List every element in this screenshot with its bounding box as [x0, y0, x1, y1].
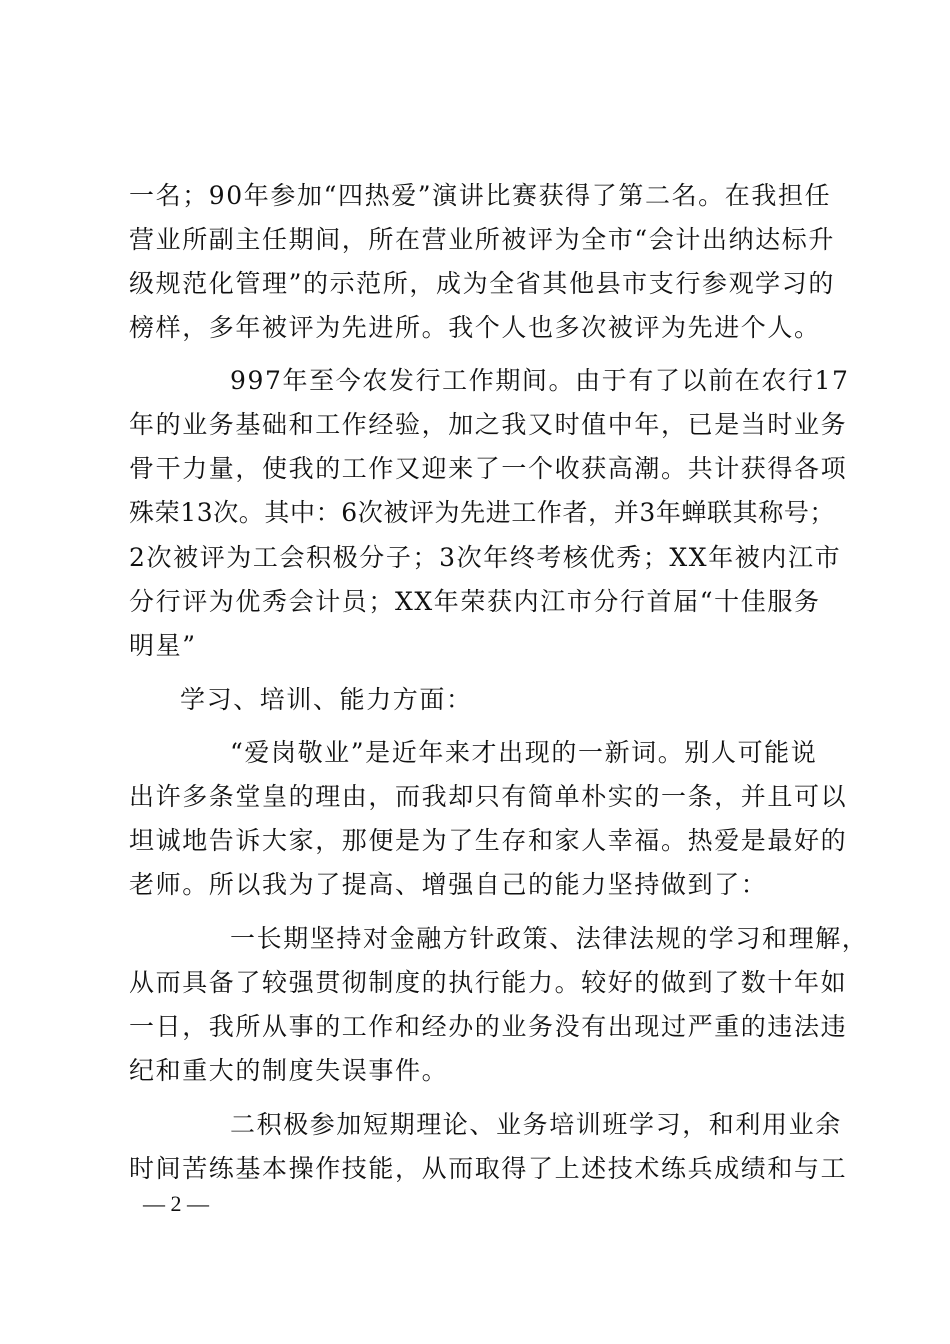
- text-line-5: 997年至今农发行工作期间。由于有了以前在农行17: [230, 366, 850, 395]
- text-line-9: 2次被评为工会积极分子；3次年终考核优秀；XX年被内江市: [129, 543, 842, 572]
- text-line-3: 级规范化管理”的示范所，成为全省其他县市支行参观学习的: [129, 269, 835, 298]
- text-line-21: 二积极参加短期理论、业务培训班学习，和利用业余: [230, 1110, 842, 1139]
- text-line-8: 殊荣13次。其中：6次被评为先进工作者，并3年蝉联其称号；: [129, 498, 836, 527]
- text-line-14: 出许多条堂皇的理由，而我却只有简单朴实的一条，并且可以: [129, 782, 848, 811]
- text-line-22: 时间苦练基本操作技能，从而取得了上述技术练兵成绩和与工: [129, 1154, 848, 1183]
- text-line-15: 坦诚地告诉大家，那便是为了生存和家人幸福。热爱是最好的: [129, 826, 848, 855]
- text-line-10: 分行评为优秀会计员；XX年荣获内江市分行首届“十佳服务: [129, 587, 821, 616]
- section-heading: 学习、培训、能力方面：: [180, 685, 473, 714]
- text-line-13: “爱岗敬业”是近年来才出现的一新词。别人可能说: [230, 738, 818, 767]
- text-line-20: 纪和重大的制度失误事件。: [129, 1056, 449, 1085]
- text-line-19: 一日，我所从事的工作和经办的业务没有出现过严重的违法违: [129, 1012, 848, 1041]
- text-line-17: 一长期坚持对金融方针政策、法律法规的学习和理解，: [230, 924, 869, 953]
- text-line-16: 老师。所以我为了提高、增强自己的能力坚持做到了：: [129, 870, 768, 899]
- text-line-7: 骨干力量，使我的工作又迎来了一个收获高潮。共计获得各项: [129, 454, 848, 483]
- text-line-18: 从而具备了较强贯彻制度的执行能力。较好的做到了数十年如: [129, 968, 848, 997]
- text-line-6: 年的业务基础和工作经验，加之我又时值中年，已是当时业务: [129, 410, 848, 439]
- text-line-2: 营业所副主任期间，所在营业所被评为全市“会计出纳达标升: [129, 225, 835, 254]
- text-line-4: 榜样，多年被评为先进所。我个人也多次被评为先进个人。: [129, 313, 821, 342]
- page-number: — 2 —: [143, 1191, 209, 1216]
- text-line-1: 一名；90年参加“四热爱”演讲比赛获得了第二名。在我担任: [129, 181, 832, 210]
- text-line-11: 明星”: [129, 631, 197, 660]
